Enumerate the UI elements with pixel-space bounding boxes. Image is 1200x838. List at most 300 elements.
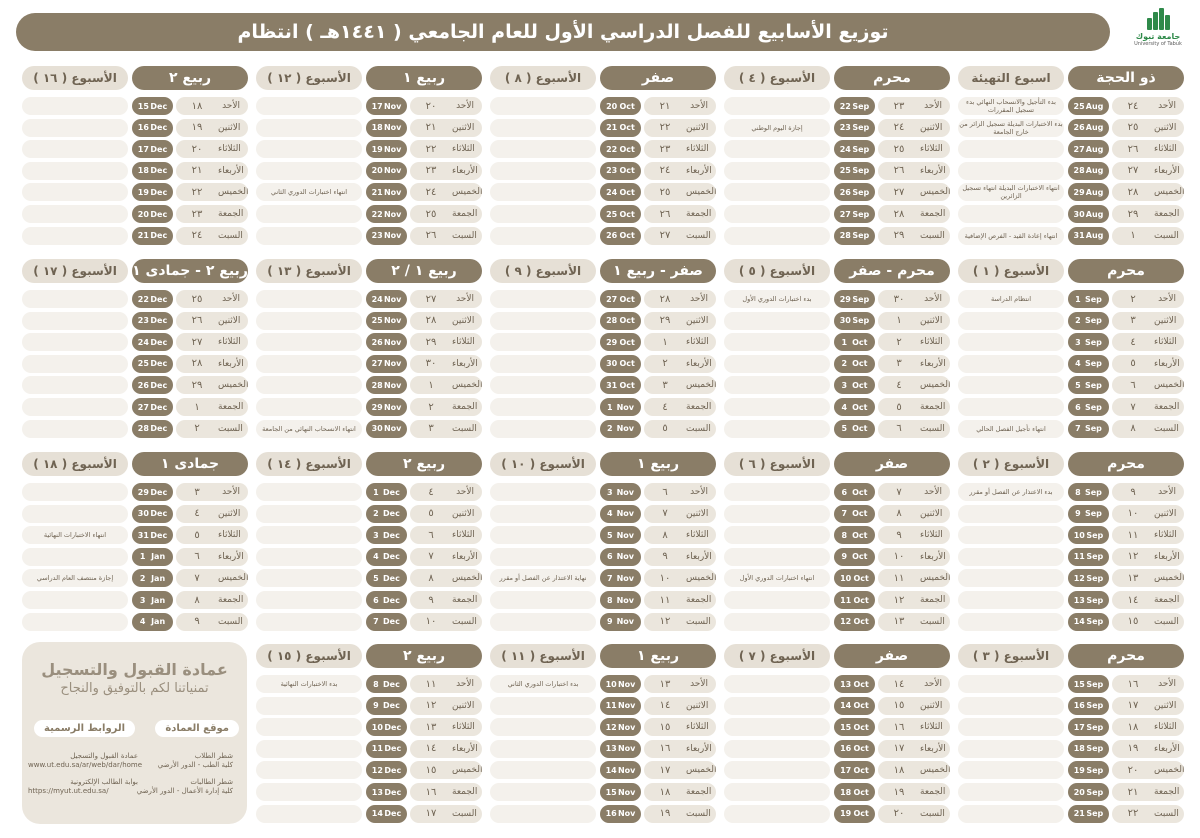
note-cell bbox=[22, 312, 128, 330]
date-month: Oct bbox=[852, 402, 868, 412]
gregorian-date bbox=[600, 805, 641, 823]
hijri-day: ٢٧ bbox=[659, 230, 671, 242]
date-day: 27 bbox=[839, 209, 851, 219]
date-month: Dec bbox=[384, 765, 402, 775]
day-name: الجمعة bbox=[1154, 402, 1180, 412]
note-cell bbox=[256, 569, 362, 587]
note-cell bbox=[490, 97, 596, 115]
date-day: 10 bbox=[840, 573, 852, 583]
date-month: Jan bbox=[151, 552, 166, 562]
day-cell bbox=[410, 333, 482, 351]
gregorian-date bbox=[366, 290, 407, 308]
date-day: 15 bbox=[1073, 679, 1085, 689]
day-cell bbox=[644, 613, 716, 631]
note-cell bbox=[724, 483, 830, 501]
date-month: Nov bbox=[383, 101, 402, 111]
date-month: Jan bbox=[151, 595, 166, 605]
day-cell bbox=[410, 675, 482, 693]
gregorian-date bbox=[600, 740, 641, 758]
hijri-day: ٦ bbox=[428, 529, 434, 541]
day-cell bbox=[176, 162, 248, 180]
day-cell bbox=[644, 697, 716, 715]
hijri-day: ١٢ bbox=[659, 616, 671, 628]
date-month: Oct bbox=[853, 722, 869, 732]
hijri-day: ٣ bbox=[896, 358, 902, 370]
note-cell bbox=[256, 483, 362, 501]
date-day: 12 bbox=[1073, 573, 1085, 583]
day-cell bbox=[644, 140, 716, 158]
week-block bbox=[958, 452, 1184, 632]
hijri-day: ٧ bbox=[428, 551, 434, 563]
gregorian-date bbox=[600, 162, 641, 180]
day-cell bbox=[410, 398, 482, 416]
note-cell bbox=[724, 761, 830, 779]
day-name: الثلاثاء bbox=[920, 337, 943, 348]
hijri-day: ١٥ bbox=[893, 700, 905, 712]
day-cell bbox=[878, 333, 950, 351]
day-name: السبت bbox=[1154, 230, 1179, 241]
gregorian-date bbox=[600, 505, 641, 523]
hijri-day: ١ bbox=[896, 315, 902, 327]
hijri-day: ٨ bbox=[662, 529, 668, 541]
date-day: 25 bbox=[137, 359, 149, 369]
date-month: Nov bbox=[383, 337, 402, 347]
date-day: 9 bbox=[1075, 509, 1081, 519]
week-label: الأسبوع ( ٦ ) bbox=[724, 452, 830, 476]
week-label: الأسبوع ( ٥ ) bbox=[724, 259, 830, 283]
day-cell bbox=[878, 718, 950, 736]
gregorian-date bbox=[132, 483, 173, 501]
date-month: Nov bbox=[616, 573, 634, 583]
day-name: الثلاثاء bbox=[1154, 144, 1177, 155]
hijri-day: ٢٢ bbox=[425, 143, 437, 155]
date-month: Dec bbox=[383, 509, 400, 519]
day-cell bbox=[1112, 526, 1184, 544]
gregorian-date bbox=[834, 697, 875, 715]
date-month: Oct bbox=[619, 187, 635, 197]
day-cell bbox=[878, 355, 950, 373]
note-cell: انتهاء الاختبارات البديلة انتهاء تسجيل الزائرين bbox=[958, 183, 1064, 201]
gregorian-date bbox=[600, 227, 641, 245]
info-box bbox=[22, 642, 247, 824]
note-cell bbox=[490, 420, 596, 438]
day-cell bbox=[1112, 569, 1184, 587]
day-cell bbox=[878, 119, 950, 137]
gregorian-date bbox=[834, 483, 875, 501]
day-cell bbox=[644, 548, 716, 566]
note-cell bbox=[958, 355, 1064, 373]
date-day: 29 bbox=[371, 402, 383, 412]
gregorian-date bbox=[366, 376, 407, 394]
day-name: السبت bbox=[218, 230, 243, 241]
day-name: الاثنين bbox=[452, 700, 475, 711]
day-cell bbox=[176, 548, 248, 566]
hijri-day: ٢٣ bbox=[659, 143, 671, 155]
date-day: 25 bbox=[371, 316, 383, 326]
gregorian-date bbox=[1068, 205, 1109, 223]
female-title: شطر الطالبات bbox=[190, 778, 233, 786]
date-month: Oct bbox=[619, 209, 635, 219]
note-cell bbox=[22, 398, 128, 416]
note-cell bbox=[256, 548, 362, 566]
day-cell bbox=[644, 761, 716, 779]
week-label: الأسبوع ( ١٨ ) bbox=[22, 452, 128, 476]
date-day: 17 bbox=[137, 144, 149, 154]
gregorian-date bbox=[132, 548, 173, 566]
gregorian-date bbox=[1068, 548, 1109, 566]
note-cell bbox=[490, 526, 596, 544]
day-name: السبت bbox=[1154, 808, 1179, 819]
day-cell bbox=[1112, 718, 1184, 736]
day-name: الأربعاء bbox=[1154, 551, 1180, 562]
note-cell bbox=[490, 119, 596, 137]
date-day: 2 bbox=[841, 359, 848, 369]
date-day: 18 bbox=[840, 787, 852, 797]
date-month: Dec bbox=[150, 166, 168, 176]
day-name: الاثنين bbox=[686, 700, 709, 711]
gregorian-date bbox=[366, 162, 407, 180]
day-cell bbox=[878, 398, 950, 416]
date-day: 16 bbox=[605, 809, 617, 819]
hijri-day: ٢٢ bbox=[659, 122, 671, 134]
hijri-day: ٢٥ bbox=[191, 293, 203, 305]
day-name: الخميس bbox=[686, 187, 716, 198]
day-cell bbox=[410, 355, 482, 373]
note-cell bbox=[490, 548, 596, 566]
hijri-day: ٢ bbox=[662, 358, 668, 370]
hijri-day: ٢٩ bbox=[1127, 208, 1139, 220]
day-cell bbox=[878, 227, 950, 245]
date-month: Dec bbox=[383, 573, 400, 583]
date-month: Oct bbox=[853, 765, 869, 775]
gregorian-date bbox=[1068, 718, 1109, 736]
portal-title: بوابة الطالب الإلكترونية bbox=[70, 778, 138, 786]
date-month: Oct bbox=[853, 809, 869, 819]
date-month: Oct bbox=[852, 337, 868, 347]
note-cell bbox=[256, 805, 362, 823]
date-day: 15 bbox=[840, 722, 852, 732]
gregorian-date bbox=[834, 312, 875, 330]
hijri-day: ٨ bbox=[428, 572, 434, 584]
note-cell bbox=[724, 526, 830, 544]
date-day: 10 bbox=[605, 679, 617, 689]
note-cell bbox=[724, 805, 830, 823]
note-cell bbox=[724, 376, 830, 394]
date-month: Oct bbox=[852, 424, 868, 434]
date-day: 4 bbox=[607, 509, 613, 519]
hijri-day: ٢١ bbox=[425, 122, 437, 134]
note-cell bbox=[724, 333, 830, 351]
day-cell bbox=[410, 569, 482, 587]
month-header: ربيع ٢ - جمادى ١ bbox=[132, 259, 248, 283]
date-day: 26 bbox=[137, 380, 149, 390]
day-name: الاثنين bbox=[1154, 700, 1177, 711]
day-cell bbox=[410, 205, 482, 223]
gregorian-date bbox=[600, 548, 641, 566]
note-cell bbox=[490, 740, 596, 758]
note-cell bbox=[958, 526, 1064, 544]
day-name: الأربعاء bbox=[920, 165, 946, 176]
date-month: Sep bbox=[1086, 617, 1104, 627]
date-day: 21 bbox=[371, 187, 383, 197]
day-cell bbox=[644, 333, 716, 351]
day-name: الثلاثاء bbox=[920, 722, 943, 733]
hijri-day: ١٢ bbox=[1127, 551, 1139, 563]
deanship-title: عمادة القبول والتسجيل bbox=[41, 660, 228, 679]
note-cell: إجازة منتصف العام الدراسي bbox=[22, 569, 128, 587]
hijri-day: ٢٤ bbox=[1127, 100, 1139, 112]
gregorian-date bbox=[600, 312, 641, 330]
note-cell: بدء الاختبارات النهائية bbox=[256, 675, 362, 693]
day-cell bbox=[410, 718, 482, 736]
date-day: 19 bbox=[1073, 765, 1085, 775]
month-header: محرم bbox=[1068, 452, 1184, 476]
hijri-day: ٦ bbox=[194, 551, 200, 563]
date-month: Dec bbox=[383, 595, 400, 605]
date-day: 3 bbox=[373, 530, 379, 540]
date-day: 8 bbox=[841, 530, 848, 540]
hijri-day: ١٦ bbox=[425, 786, 437, 798]
day-cell bbox=[878, 697, 950, 715]
note-cell bbox=[256, 526, 362, 544]
hijri-day: ١٦ bbox=[659, 743, 671, 755]
gregorian-date bbox=[600, 376, 641, 394]
date-day: 16 bbox=[137, 123, 149, 133]
links-label: الروابط الرسمية bbox=[34, 720, 135, 737]
gregorian-date bbox=[834, 548, 875, 566]
gregorian-date bbox=[1068, 761, 1109, 779]
date-day: 12 bbox=[371, 765, 383, 775]
day-cell bbox=[176, 333, 248, 351]
day-cell bbox=[176, 613, 248, 631]
week-label: الأسبوع ( ١٠ ) bbox=[490, 452, 596, 476]
gregorian-date bbox=[1068, 805, 1109, 823]
note-cell bbox=[490, 805, 596, 823]
day-name: الجمعة bbox=[1154, 787, 1180, 797]
day-name: الاثنين bbox=[1154, 315, 1177, 326]
day-name: الأربعاء bbox=[920, 551, 946, 562]
day-name: الثلاثاء bbox=[218, 144, 241, 155]
hijri-day: ٢٣ bbox=[191, 208, 203, 220]
date-day: 31 bbox=[137, 530, 149, 540]
gregorian-date bbox=[366, 718, 407, 736]
month-header: جمادى ١ bbox=[132, 452, 248, 476]
month-header: ربيع ٢ bbox=[366, 644, 482, 668]
week-label: الأسبوع ( ١٧ ) bbox=[22, 259, 128, 283]
day-cell bbox=[644, 675, 716, 693]
day-cell bbox=[410, 783, 482, 801]
gregorian-date bbox=[600, 569, 641, 587]
week-block bbox=[22, 259, 248, 439]
note-cell bbox=[958, 205, 1064, 223]
date-month: Sep bbox=[1086, 573, 1104, 583]
gregorian-date bbox=[132, 569, 173, 587]
day-name: الخميس bbox=[686, 573, 716, 584]
note-cell bbox=[724, 355, 830, 373]
hijri-day: ٢ bbox=[428, 401, 434, 413]
date-day: 10 bbox=[371, 722, 383, 732]
hijri-day: ٢٠ bbox=[1127, 764, 1139, 776]
hijri-day: ٢٨ bbox=[893, 208, 905, 220]
date-day: 28 bbox=[371, 380, 383, 390]
deanship-link-title: عمادة القبول والتسجيل bbox=[70, 752, 138, 760]
date-day: 20 bbox=[137, 209, 149, 219]
hijri-day: ٣ bbox=[662, 379, 668, 391]
gregorian-date bbox=[834, 805, 875, 823]
date-month: Sep bbox=[852, 316, 870, 326]
note-cell bbox=[958, 697, 1064, 715]
date-day: 4 bbox=[1075, 359, 1081, 369]
date-month: Sep bbox=[1086, 787, 1104, 797]
gregorian-date bbox=[600, 205, 641, 223]
gregorian-date bbox=[1068, 119, 1109, 137]
hijri-day: ١٤ bbox=[1127, 594, 1139, 606]
note-cell bbox=[490, 205, 596, 223]
day-name: الأحد bbox=[690, 679, 708, 689]
date-day: 25 bbox=[1073, 101, 1085, 111]
week-label: الأسبوع ( ١٢ ) bbox=[256, 66, 362, 90]
hijri-day: ١٠ bbox=[425, 616, 437, 628]
date-month: Oct bbox=[852, 552, 868, 562]
note-cell bbox=[22, 591, 128, 609]
date-day: 2 bbox=[139, 573, 146, 583]
date-day: 1 bbox=[607, 402, 613, 412]
note-cell bbox=[256, 761, 362, 779]
hijri-day: ١٦ bbox=[893, 721, 905, 733]
week-block bbox=[958, 259, 1184, 439]
date-day: 11 bbox=[371, 744, 383, 754]
day-name: السبت bbox=[218, 423, 243, 434]
portal-link[interactable]: https://myut.ut.edu.sa/ bbox=[28, 787, 109, 795]
day-name: الجمعة bbox=[920, 787, 946, 797]
day-cell bbox=[176, 376, 248, 394]
day-name: الأربعاء bbox=[686, 743, 712, 754]
date-day: 25 bbox=[606, 209, 618, 219]
date-month: Nov bbox=[383, 144, 402, 154]
week-label: الأسبوع ( ١ ) bbox=[958, 259, 1064, 283]
gregorian-date bbox=[1068, 526, 1109, 544]
date-day: 11 bbox=[840, 595, 852, 605]
gregorian-date bbox=[600, 675, 641, 693]
date-month: Oct bbox=[619, 359, 635, 369]
day-cell bbox=[878, 420, 950, 438]
date-day: 27 bbox=[606, 294, 618, 304]
day-cell bbox=[410, 227, 482, 245]
hijri-day: ١٧ bbox=[893, 743, 905, 755]
date-day: 28 bbox=[839, 231, 851, 241]
gregorian-date bbox=[132, 227, 173, 245]
day-cell bbox=[1112, 697, 1184, 715]
day-name: الخميس bbox=[1154, 765, 1184, 776]
hijri-day: ١٢ bbox=[425, 700, 437, 712]
day-name: الجمعة bbox=[452, 402, 478, 412]
day-cell bbox=[410, 805, 482, 823]
date-day: 6 bbox=[607, 552, 613, 562]
month-header: صفر bbox=[600, 66, 716, 90]
date-day: 5 bbox=[1075, 380, 1081, 390]
deanship-link[interactable]: www.ut.edu.sa/ar/web/dar/home bbox=[28, 761, 143, 769]
date-day: 4 bbox=[373, 552, 379, 562]
day-name: الثلاثاء bbox=[920, 144, 943, 155]
date-month: Nov bbox=[383, 166, 402, 176]
hijri-day: ١٠ bbox=[659, 572, 671, 584]
note-cell bbox=[724, 591, 830, 609]
day-name: الخميس bbox=[1154, 380, 1184, 391]
hijri-day: ٥ bbox=[194, 529, 200, 541]
gregorian-date bbox=[132, 333, 173, 351]
date-day: 2 bbox=[607, 424, 613, 434]
hijri-day: ٣ bbox=[194, 486, 200, 498]
date-day: 3 bbox=[841, 380, 848, 390]
note-cell bbox=[958, 740, 1064, 758]
gregorian-date bbox=[834, 376, 875, 394]
note-cell bbox=[256, 140, 362, 158]
date-month: Nov bbox=[617, 679, 636, 689]
day-cell bbox=[176, 227, 248, 245]
note-cell bbox=[256, 333, 362, 351]
note-cell bbox=[22, 162, 128, 180]
month-header: محرم bbox=[1068, 644, 1184, 668]
date-day: 7 bbox=[1075, 424, 1081, 434]
note-cell bbox=[256, 119, 362, 137]
date-day: 6 bbox=[841, 487, 848, 497]
logo-icon bbox=[1145, 8, 1171, 30]
day-cell bbox=[176, 140, 248, 158]
hijri-day: ١٣ bbox=[425, 721, 437, 733]
hijri-day: ٤ bbox=[1130, 336, 1136, 348]
month-header: ربيع ١ / ٢ bbox=[366, 259, 482, 283]
day-name: الأربعاء bbox=[1154, 165, 1180, 176]
date-day: 6 bbox=[1075, 402, 1081, 412]
hijri-day: ٢٤ bbox=[893, 122, 905, 134]
date-month: Nov bbox=[383, 316, 402, 326]
day-name: الثلاثاء bbox=[1154, 337, 1177, 348]
day-cell bbox=[410, 761, 482, 779]
date-day: 15 bbox=[605, 787, 617, 797]
day-name: الثلاثاء bbox=[218, 530, 241, 541]
day-name: الثلاثاء bbox=[452, 722, 475, 733]
hijri-day: ١٩ bbox=[1127, 743, 1139, 755]
note-cell bbox=[490, 718, 596, 736]
day-name: الأربعاء bbox=[452, 165, 478, 176]
date-month: Oct bbox=[852, 487, 868, 497]
day-cell bbox=[410, 312, 482, 330]
note-cell bbox=[724, 205, 830, 223]
gregorian-date bbox=[600, 140, 641, 158]
hijri-day: ٢٥ bbox=[659, 186, 671, 198]
day-name: الاثنين bbox=[218, 315, 241, 326]
hijri-day: ١٨ bbox=[659, 786, 671, 798]
date-day: 5 bbox=[373, 573, 379, 583]
note-cell bbox=[958, 718, 1064, 736]
gregorian-date bbox=[366, 505, 407, 523]
note-cell bbox=[22, 420, 128, 438]
gregorian-date bbox=[366, 761, 407, 779]
hijri-day: ٧ bbox=[194, 572, 200, 584]
hijri-day: ١٨ bbox=[1127, 721, 1139, 733]
date-month: Nov bbox=[383, 424, 402, 434]
gregorian-date bbox=[366, 697, 407, 715]
month-header: ربيع ١ bbox=[600, 644, 716, 668]
hijri-day: ٢٧ bbox=[1127, 165, 1139, 177]
date-day: 24 bbox=[137, 337, 149, 347]
day-name: الأحد bbox=[222, 487, 240, 497]
date-day: 3 bbox=[139, 595, 146, 605]
date-month: Dec bbox=[150, 380, 168, 390]
day-name: الجمعة bbox=[218, 402, 244, 412]
hijri-day: ١٣ bbox=[893, 616, 905, 628]
date-month: Oct bbox=[619, 231, 635, 241]
